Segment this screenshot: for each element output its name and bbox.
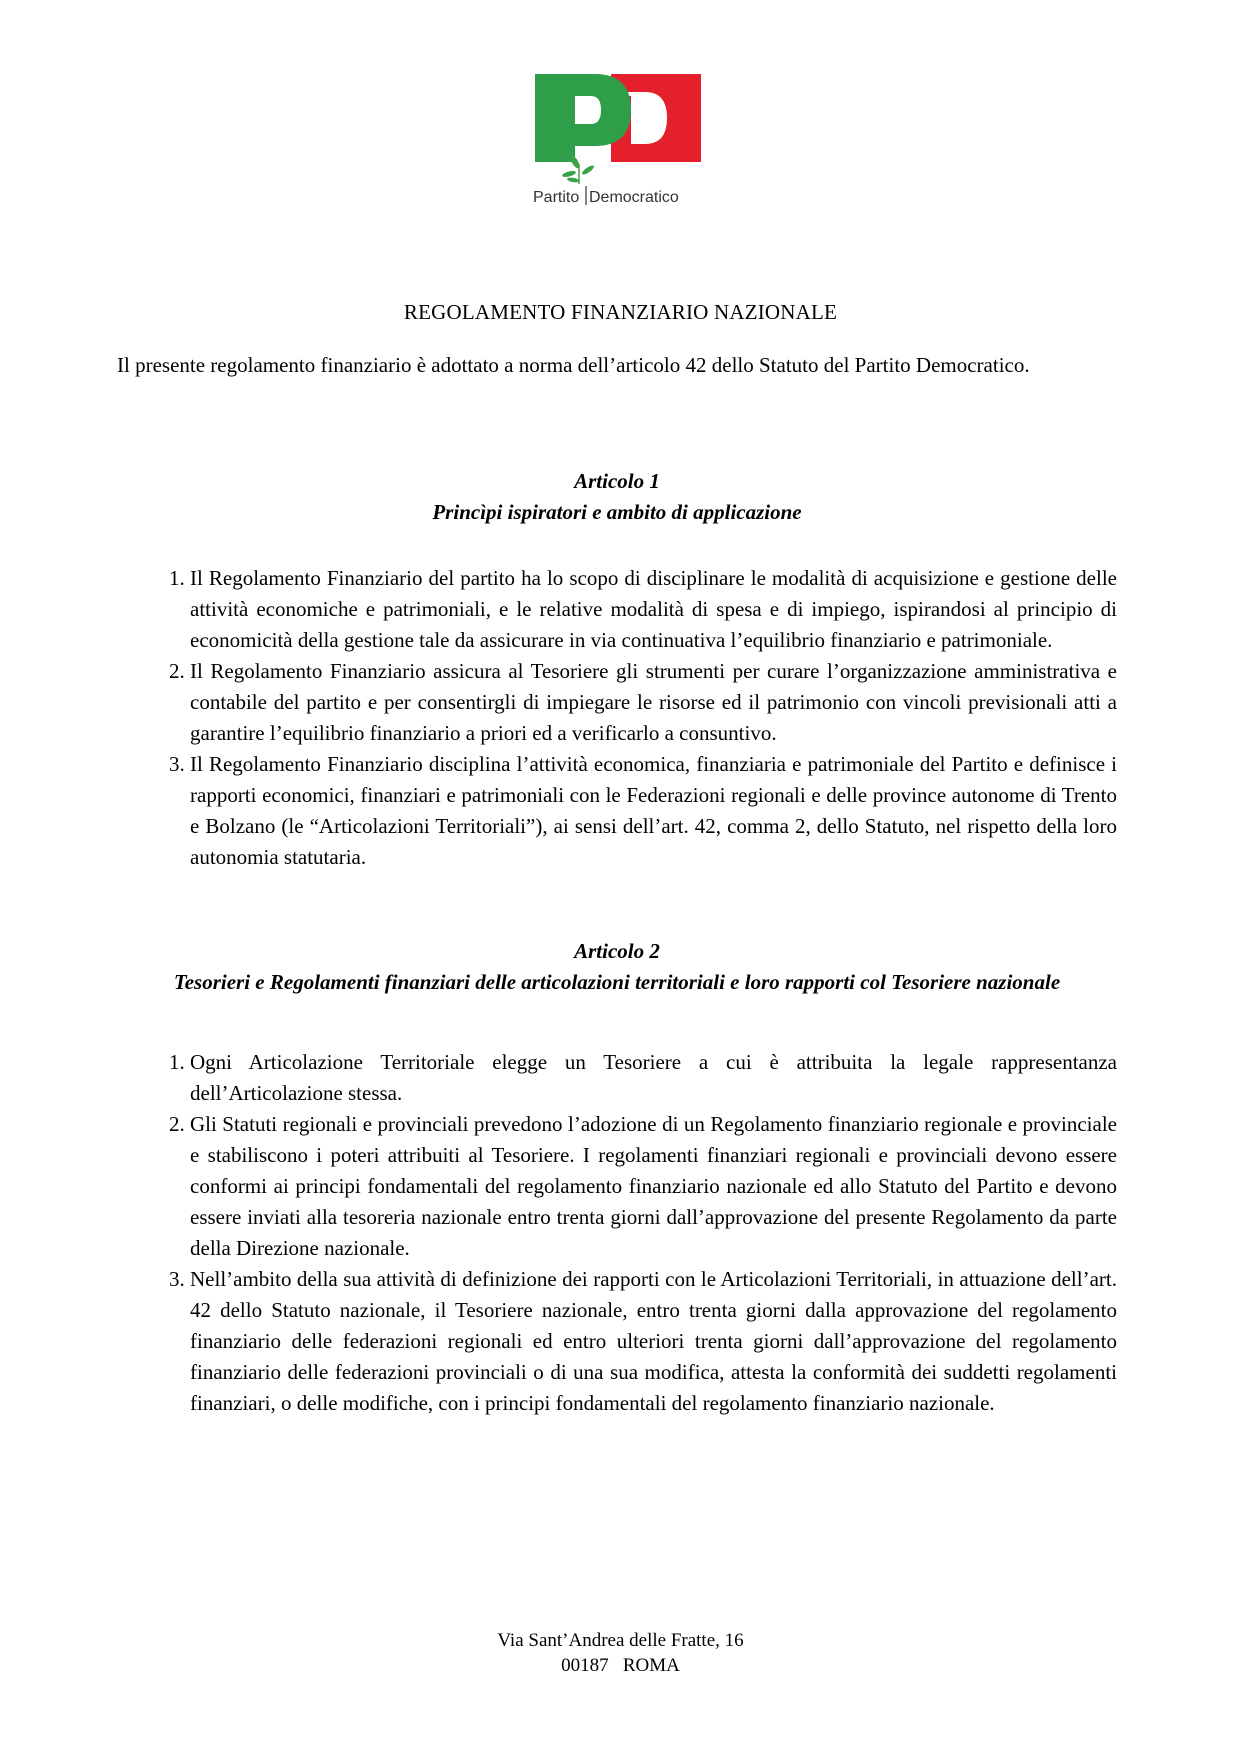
article-1-number: Articolo 1	[574, 469, 660, 493]
article-1-item-3: 3. Il Regolamento Finanziario disciplina l’attività economica, finanziaria e patrimoniale del Partito e definisce i rapporti economici, finanziari e patrimoniali con le Federazioni regionali e delle province autonome di Trento e Bolzano (le “Articolazioni Territoriali”), ai sensi dell’art. 42, comma 2, dello Statuto, nel rispetto della loro autonomia statutaria.	[190, 749, 1117, 873]
article-2-item-2: 2. Gli Statuti regionali e provinciali prevedono l’adozione di un Regolamento finanziario regionale e provinciale e stabiliscono i poteri attribuiti al Tesoriere. I regolamenti finanziari regionali e provinciali devono essere conformi ai principi fondamentali del regolamento finanziario nazionale ed allo Statuto del Partito e devono essere inviati alla tesoreria nazionale entro trenta giorni dall’approvazione del presente Regolamento da parte della Direzione nazionale.	[190, 1109, 1117, 1264]
article-2-header	[117, 936, 1117, 998]
document-title: REGOLAMENTO FINANZIARIO NAZIONALE	[403, 300, 838, 324]
footer-address-street: Via Sant’Andrea delle Fratte, 16	[497, 1630, 744, 1651]
article-1-header	[117, 466, 1117, 528]
article-1-item-2: 2. Il Regolamento Finanziario assicura al Tesoriere gli strumenti per curare l’organizzazione amministrativa e contabile del partito e per consentirgli di impiegare le risorse ed il patrimonio con vincoli previsionali atti a garantire l’equilibrio finanziario a priori ed a verificarlo a consuntivo.	[190, 656, 1117, 749]
article-1-item-1: 1. Il Regolamento Finanziario del partito ha lo scopo di disciplinare le modalità di acquisizione e gestione delle attività economiche e patrimoniali, e le relative modalità di spesa e di impiego, ispirandosi al principio di economicità della gestione tale da assicurare in via continuativa l’equilibrio finanziario e patrimoniale.	[190, 563, 1117, 656]
pd-logo-icon	[533, 74, 701, 206]
article-1-items	[117, 563, 1117, 873]
article-1-heading: Princìpi ispiratori e ambito di applicazione	[432, 500, 802, 524]
intro-paragraph: Il presente regolamento finanziario è adottato a norma dell’articolo 42 dello Statuto del Partito Democratico.	[117, 353, 1030, 377]
article-2-items	[117, 1047, 1117, 1419]
page-footer	[0, 1628, 1241, 1678]
article-2-item-1: 1. Ogni Articolazione Territoriale elegge un Tesoriere a cui è attribuita la legale rappresentanza dell’Articolazione stessa.	[190, 1047, 1117, 1109]
logo-caption-left: Partito	[533, 189, 580, 206]
party-logo	[533, 74, 701, 206]
article-2-item-3: 3. Nell’ambito della sua attività di definizione dei rapporti con le Articolazioni Territoriali, in attuazione dell’art. 42 dello Statuto nazionale, il Tesoriere nazionale, entro trenta giorni dalla approvazione del regolamento finanziario delle federazioni regionali ed entro ulteriori trenta giorni dall’approvazione del regolamento finanziario delle federazioni provinciali o di una sua modifica, attesta la conformità dei suddetti regolamenti finanziari, o delle modifiche, con i principi fondamentali del regolamento finanziario nazionale.	[190, 1264, 1117, 1419]
article-2-heading: Tesorieri e Regolamenti finanziari delle articolazioni territoriali e loro rapporti col Tesoriere nazionale	[173, 970, 1061, 994]
logo-caption-right: Democratico	[589, 189, 679, 206]
footer-address-city: 00187 ROMA	[561, 1655, 680, 1676]
article-2-number: Articolo 2	[574, 939, 660, 963]
